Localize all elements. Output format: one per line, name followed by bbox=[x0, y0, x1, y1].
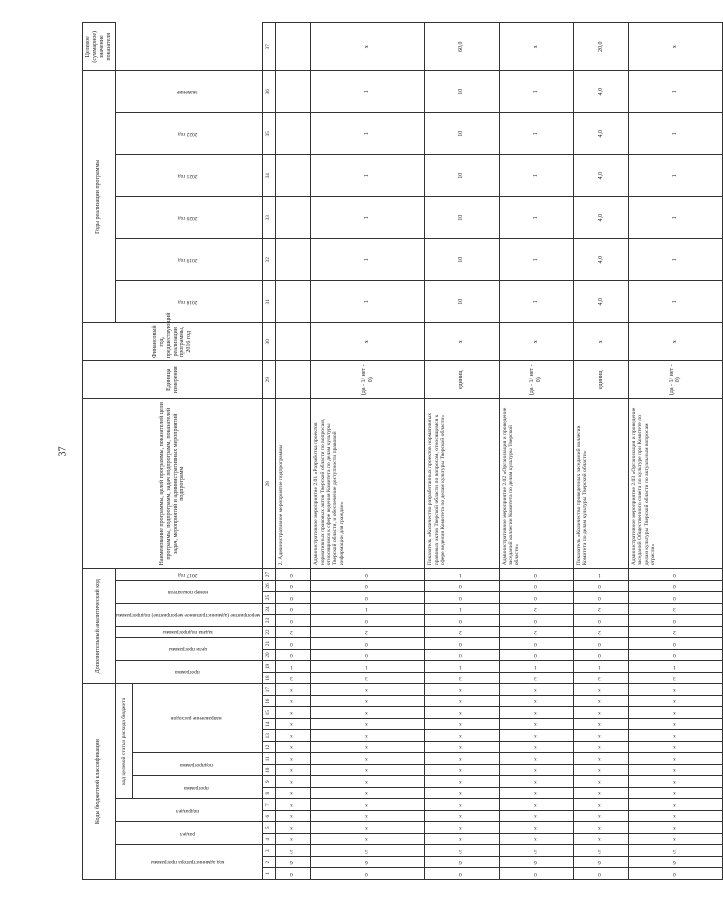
header-year-3: 2019 год bbox=[115, 239, 263, 281]
code-digit-cell: х bbox=[311, 811, 425, 823]
code-digit-cell: х bbox=[499, 822, 573, 834]
code-digit-cell: х bbox=[499, 707, 573, 719]
header-year-6: 2022 год bbox=[115, 113, 263, 155]
year-value-cell: 4,0 bbox=[574, 71, 629, 113]
column-number: 2 bbox=[263, 857, 276, 869]
unit-cell: (да - 1/ нет - 0) bbox=[628, 361, 722, 399]
code-digit-cell: 6 bbox=[499, 857, 573, 869]
year-value-cell: 1 bbox=[311, 71, 425, 113]
column-number: 6 bbox=[263, 811, 276, 823]
code-digit-cell: х bbox=[574, 730, 629, 742]
code-digit-cell: х bbox=[425, 730, 499, 742]
code-digit-cell: 5 bbox=[311, 845, 425, 857]
year-value-cell: 1 bbox=[499, 239, 573, 281]
code-digit-cell: 0 bbox=[628, 615, 722, 627]
code-digit-cell: 0 bbox=[499, 569, 573, 581]
header-year-4: 2020 год bbox=[115, 197, 263, 239]
year-value-cell: 1 bbox=[499, 71, 573, 113]
column-number: 28 bbox=[263, 399, 276, 569]
header-name: Наименование программы, целей программы, показателей цели программы, подпрограмм, задач подпрограмм, показателей задач, мероприятий и административных мероприятий подпрограмм bbox=[83, 399, 263, 569]
code-digit-cell: 1 bbox=[425, 569, 499, 581]
header-podrazdel: подраздел bbox=[115, 799, 263, 822]
year-value-cell: 4,0 bbox=[574, 155, 629, 197]
code-digit-cell: х bbox=[276, 719, 311, 731]
code-digit-cell: 0 bbox=[499, 615, 573, 627]
code-digit-cell: 0 bbox=[425, 615, 499, 627]
code-digit-cell: х bbox=[311, 730, 425, 742]
code-digit-cell: х bbox=[574, 822, 629, 834]
code-digit-cell: х bbox=[276, 684, 311, 696]
table-row bbox=[574, 23, 629, 880]
code-digit-cell: 3 bbox=[499, 672, 573, 684]
code-digit-cell: 0 bbox=[499, 638, 573, 650]
code-digit-cell: 0 bbox=[574, 615, 629, 627]
column-number: 33 bbox=[263, 197, 276, 239]
code-digit-cell: х bbox=[628, 730, 722, 742]
code-digit-cell: 0 bbox=[276, 615, 311, 627]
code-digit-cell: 0 bbox=[311, 580, 425, 592]
code-digit-cell: 0 bbox=[276, 592, 311, 604]
table-row bbox=[628, 23, 722, 880]
target-value-cell: х bbox=[628, 23, 722, 71]
column-number: 26 bbox=[263, 580, 276, 592]
year-value-cell: 1 bbox=[311, 197, 425, 239]
code-digit-cell: х bbox=[276, 799, 311, 811]
code-digit-cell: х bbox=[628, 742, 722, 754]
code-digit-cell: х bbox=[276, 730, 311, 742]
code-digit-cell: х bbox=[628, 753, 722, 765]
column-number: 17 bbox=[263, 684, 276, 696]
code-digit-cell: 0 bbox=[628, 592, 722, 604]
header-program-k: программа bbox=[133, 776, 263, 799]
row-name-cell: Административное мероприятие 2.01 «Разработка проектов нормативных правовых актов Тверской области по вопросам, относящимся к сфере ведения Комитета по делам культуры Тверской области, и обеспечение доступности правовой информации для граждан» bbox=[311, 399, 425, 569]
header-indicator: номер показателя bbox=[115, 580, 263, 603]
code-digit-cell: 0 bbox=[276, 580, 311, 592]
year-value-cell: 4,0 bbox=[574, 113, 629, 155]
year-value-cell: 1 bbox=[499, 197, 573, 239]
code-digit-cell: 1 bbox=[499, 661, 573, 673]
code-digit-cell: х bbox=[425, 822, 499, 834]
column-number: 22 bbox=[263, 626, 276, 638]
code-digit-cell: 5 bbox=[574, 845, 629, 857]
code-digit-cell: х bbox=[628, 776, 722, 788]
column-number: 19 bbox=[263, 661, 276, 673]
code-digit-cell: х bbox=[276, 822, 311, 834]
year-value-cell: 4,0 bbox=[574, 197, 629, 239]
code-digit-cell: 6 bbox=[311, 857, 425, 869]
unit-cell: единиц bbox=[425, 361, 499, 399]
header-razdel: раздел bbox=[115, 822, 263, 845]
code-digit-cell: 0 bbox=[311, 868, 425, 880]
code-digit-cell: х bbox=[311, 822, 425, 834]
header-event: мероприятие (административное мероприятие) подпрограммы bbox=[115, 603, 263, 626]
header-target-value: значение bbox=[115, 71, 263, 113]
year-value-cell bbox=[276, 113, 311, 155]
year-value-cell bbox=[276, 281, 311, 323]
column-number: 24 bbox=[263, 603, 276, 615]
column-number: 3 bbox=[263, 845, 276, 857]
header-podprogram-k: подпрограмма bbox=[133, 753, 263, 776]
code-digit-cell: х bbox=[276, 834, 311, 846]
code-digit-cell: 2 bbox=[574, 603, 629, 615]
page-number: 37 bbox=[57, 446, 69, 457]
fin-year-cell: х bbox=[499, 323, 573, 361]
code-digit-cell: 0 bbox=[311, 569, 425, 581]
target-value-cell: х bbox=[499, 23, 573, 71]
fin-year-cell: х bbox=[628, 323, 722, 361]
code-digit-cell: х bbox=[311, 765, 425, 777]
header-target-top: Целевое (суммарное) значение показателя bbox=[83, 23, 116, 71]
column-number: 30 bbox=[263, 323, 276, 361]
code-digit-cell: х bbox=[499, 742, 573, 754]
unit-cell: (да - 1/ нет - 0) bbox=[311, 361, 425, 399]
code-digit-cell: 0 bbox=[311, 592, 425, 604]
unit-cell bbox=[276, 361, 311, 399]
column-number: 25 bbox=[263, 592, 276, 604]
code-digit-cell: х bbox=[574, 707, 629, 719]
column-number: 13 bbox=[263, 730, 276, 742]
code-digit-cell: 1 bbox=[574, 569, 629, 581]
column-number: 15 bbox=[263, 707, 276, 719]
code-digit-cell: х bbox=[628, 834, 722, 846]
code-digit-cell: 0 bbox=[628, 868, 722, 880]
code-digit-cell: 0 bbox=[574, 868, 629, 880]
column-number: 27 bbox=[263, 569, 276, 581]
code-digit-cell: 2 bbox=[311, 626, 425, 638]
code-digit-cell: 0 bbox=[628, 638, 722, 650]
code-digit-cell: х bbox=[574, 834, 629, 846]
row-name-cell: Административное мероприятие 2.03 «Организация и проведение заседаний Общественного совета по культуре при Комитете по делам культуры Тверской области по актуальным вопросам отрасли» bbox=[628, 399, 722, 569]
program-table-sheet bbox=[82, 30, 682, 880]
code-digit-cell: 2 bbox=[499, 626, 573, 638]
year-value-cell bbox=[276, 239, 311, 281]
unit-cell: единиц bbox=[574, 361, 629, 399]
year-value-cell: 1 bbox=[311, 281, 425, 323]
code-digit-cell: 0 bbox=[574, 638, 629, 650]
code-digit-cell: 0 bbox=[499, 592, 573, 604]
table-row bbox=[499, 23, 573, 880]
year-value-cell bbox=[276, 197, 311, 239]
header-program-a: программа bbox=[115, 661, 263, 684]
code-digit-cell: х bbox=[425, 753, 499, 765]
year-value-cell: 1 bbox=[311, 155, 425, 197]
column-number: 34 bbox=[263, 155, 276, 197]
code-digit-cell: 2 bbox=[574, 626, 629, 638]
code-digit-cell: х bbox=[628, 719, 722, 731]
header-analytic-code: Дополнительный аналитический код bbox=[83, 569, 116, 684]
code-digit-cell: 0 bbox=[311, 615, 425, 627]
table-row bbox=[276, 23, 311, 880]
code-digit-cell: х bbox=[499, 765, 573, 777]
code-digit-cell: х bbox=[628, 696, 722, 708]
code-digit-cell: х bbox=[276, 776, 311, 788]
code-digit-cell: х bbox=[499, 834, 573, 846]
code-digit-cell: 1 bbox=[311, 661, 425, 673]
header-goal: цели программы bbox=[115, 638, 263, 661]
code-digit-cell: х bbox=[628, 788, 722, 800]
code-digit-cell: х bbox=[311, 799, 425, 811]
code-digit-cell: х bbox=[628, 799, 722, 811]
column-number: 32 bbox=[263, 239, 276, 281]
code-digit-cell: 0 bbox=[574, 592, 629, 604]
code-digit-cell: 0 bbox=[276, 638, 311, 650]
code-digit-cell: 2 bbox=[499, 603, 573, 615]
header-year-1: 2017 год bbox=[115, 569, 263, 581]
code-digit-cell: х bbox=[425, 684, 499, 696]
column-number: 11 bbox=[263, 753, 276, 765]
code-digit-cell: х bbox=[628, 811, 722, 823]
column-number: 16 bbox=[263, 696, 276, 708]
code-digit-cell: 0 bbox=[425, 580, 499, 592]
fin-year-cell bbox=[276, 323, 311, 361]
code-digit-cell: х bbox=[499, 788, 573, 800]
code-digit-cell: х bbox=[276, 696, 311, 708]
column-number-row bbox=[263, 23, 276, 880]
code-digit-cell: 0 bbox=[276, 603, 311, 615]
year-value-cell: 1 bbox=[499, 113, 573, 155]
code-digit-cell: х bbox=[499, 776, 573, 788]
code-digit-cell: х bbox=[276, 788, 311, 800]
code-digit-cell: х bbox=[574, 776, 629, 788]
code-digit-cell: х bbox=[574, 696, 629, 708]
code-digit-cell: 5 bbox=[276, 845, 311, 857]
code-digit-cell: 6 bbox=[574, 857, 629, 869]
code-digit-cell: 1 bbox=[311, 603, 425, 615]
code-digit-cell: х bbox=[311, 834, 425, 846]
code-digit-cell: х bbox=[311, 696, 425, 708]
code-digit-cell: 3 bbox=[276, 672, 311, 684]
code-digit-cell: х bbox=[628, 765, 722, 777]
year-value-cell bbox=[276, 71, 311, 113]
year-value-cell: 4,0 bbox=[574, 239, 629, 281]
code-digit-cell: 0 bbox=[276, 649, 311, 661]
code-digit-cell: 6 bbox=[276, 857, 311, 869]
column-number: 21 bbox=[263, 638, 276, 650]
code-digit-cell: х bbox=[574, 811, 629, 823]
year-value-cell: 1 bbox=[311, 113, 425, 155]
code-digit-cell: х bbox=[574, 765, 629, 777]
code-digit-cell: 0 bbox=[499, 649, 573, 661]
code-digit-cell: х bbox=[628, 684, 722, 696]
code-digit-cell: х bbox=[276, 765, 311, 777]
code-digit-cell: х bbox=[276, 742, 311, 754]
code-digit-cell: х bbox=[574, 719, 629, 731]
fin-year-cell: х bbox=[574, 323, 629, 361]
code-digit-cell: 0 bbox=[628, 649, 722, 661]
code-digit-cell: х bbox=[499, 753, 573, 765]
year-value-cell: 1 bbox=[311, 239, 425, 281]
code-digit-cell: х bbox=[574, 684, 629, 696]
header-task: задача подпрограммы bbox=[115, 626, 263, 638]
year-value-cell: 1 bbox=[628, 197, 722, 239]
code-digit-cell: х bbox=[425, 765, 499, 777]
target-value-cell: 20,0 bbox=[574, 23, 629, 71]
table-body bbox=[276, 23, 723, 880]
code-digit-cell: 2 bbox=[628, 626, 722, 638]
code-digit-cell: х bbox=[276, 753, 311, 765]
column-number: 4 bbox=[263, 834, 276, 846]
code-digit-cell: х bbox=[311, 788, 425, 800]
column-number: 10 bbox=[263, 765, 276, 777]
year-value-cell: 10 bbox=[425, 281, 499, 323]
year-value-cell: 10 bbox=[425, 71, 499, 113]
header-budget-classification: Коды бюджетной классификации bbox=[83, 684, 116, 880]
header-unit: Единица измерения bbox=[83, 361, 263, 399]
year-value-cell: 1 bbox=[628, 71, 722, 113]
target-value-cell bbox=[276, 23, 311, 71]
code-digit-cell: х bbox=[311, 776, 425, 788]
code-digit-cell: х bbox=[425, 834, 499, 846]
year-value-cell: 1 bbox=[628, 239, 722, 281]
code-digit-cell: 0 bbox=[499, 868, 573, 880]
row-name-cell: Административное мероприятие 2.02 «Организация и проведение заседаний коллегии Комитета по делам культуры Тверской области» bbox=[499, 399, 573, 569]
code-digit-cell: х bbox=[574, 799, 629, 811]
column-number: 20 bbox=[263, 649, 276, 661]
code-digit-cell: 2 bbox=[425, 626, 499, 638]
code-digit-cell: 5 bbox=[499, 845, 573, 857]
code-digit-cell: х bbox=[499, 684, 573, 696]
header-tsss: код целевой статьи расхода бюджета bbox=[115, 684, 133, 799]
header-year-2: 2018 год bbox=[115, 281, 263, 323]
code-digit-cell: х bbox=[425, 776, 499, 788]
column-number: 35 bbox=[263, 113, 276, 155]
column-number: 1 bbox=[263, 868, 276, 880]
header-years-group: Годы реализации программы bbox=[83, 71, 116, 323]
code-digit-cell: 0 bbox=[425, 592, 499, 604]
code-digit-cell: х bbox=[574, 788, 629, 800]
year-value-cell: 10 bbox=[425, 197, 499, 239]
code-digit-cell: 0 bbox=[425, 649, 499, 661]
code-digit-cell: 1 bbox=[425, 603, 499, 615]
header-row-1 bbox=[83, 23, 116, 880]
code-digit-cell: х bbox=[425, 811, 499, 823]
code-digit-cell: х bbox=[311, 707, 425, 719]
row-name-cell: Показатель «Количество разработанных проектов нормативных правовых актов Тверской области по вопросам, относящимся к сфере ведения Комитета по делам культуры Тверской области» bbox=[425, 399, 499, 569]
year-value-cell: 10 bbox=[425, 113, 499, 155]
code-digit-cell: х bbox=[499, 719, 573, 731]
code-digit-cell: х bbox=[425, 696, 499, 708]
code-digit-cell: х bbox=[499, 799, 573, 811]
column-number: 9 bbox=[263, 776, 276, 788]
code-digit-cell: х bbox=[425, 742, 499, 754]
year-value-cell: 1 bbox=[628, 281, 722, 323]
code-digit-cell: 1 bbox=[276, 661, 311, 673]
column-number: 36 bbox=[263, 71, 276, 113]
code-digit-cell: 0 bbox=[425, 868, 499, 880]
fin-year-cell: х bbox=[311, 323, 425, 361]
target-value-cell: х bbox=[311, 23, 425, 71]
code-digit-cell: 0 bbox=[276, 569, 311, 581]
column-number: 12 bbox=[263, 742, 276, 754]
row-name-cell: Показатель «Количество проведенных заседаний коллегии Комитета по делам культуры Тверской области» bbox=[574, 399, 629, 569]
code-digit-cell: 6 bbox=[628, 857, 722, 869]
code-digit-cell: х bbox=[311, 742, 425, 754]
column-number: 37 bbox=[263, 23, 276, 71]
unit-cell: (да - 1/ нет - 0) bbox=[499, 361, 573, 399]
code-digit-cell: 3 bbox=[628, 672, 722, 684]
code-digit-cell: х bbox=[499, 811, 573, 823]
column-number: 23 bbox=[263, 615, 276, 627]
code-digit-cell: х bbox=[425, 799, 499, 811]
year-value-cell: 1 bbox=[628, 155, 722, 197]
program-table bbox=[82, 22, 723, 880]
year-value-cell: 4,0 bbox=[574, 281, 629, 323]
column-number: 14 bbox=[263, 719, 276, 731]
column-number: 5 bbox=[263, 822, 276, 834]
year-value-cell: 10 bbox=[425, 239, 499, 281]
code-digit-cell: х bbox=[499, 696, 573, 708]
code-digit-cell: 0 bbox=[425, 638, 499, 650]
row-name-cell: 2. Административное мероприятие подпрограммы bbox=[276, 399, 311, 569]
code-digit-cell: 6 bbox=[425, 857, 499, 869]
code-digit-cell: х bbox=[574, 753, 629, 765]
code-digit-cell: 2 bbox=[276, 626, 311, 638]
column-number: 29 bbox=[263, 361, 276, 399]
header-direction: направление расходов bbox=[133, 684, 263, 753]
code-digit-cell: 1 bbox=[628, 661, 722, 673]
code-digit-cell: 0 bbox=[628, 569, 722, 581]
code-digit-cell: х bbox=[628, 822, 722, 834]
code-digit-cell: 0 bbox=[574, 649, 629, 661]
target-value-cell: 60,0 bbox=[425, 23, 499, 71]
code-digit-cell: 5 bbox=[425, 845, 499, 857]
code-digit-cell: х bbox=[276, 707, 311, 719]
code-digit-cell: 3 bbox=[311, 672, 425, 684]
header-admin-code: код администратора программы bbox=[115, 845, 263, 880]
code-digit-cell: 1 bbox=[574, 661, 629, 673]
column-number: 31 bbox=[263, 281, 276, 323]
code-digit-cell: 0 bbox=[499, 580, 573, 592]
code-digit-cell: 3 bbox=[574, 672, 629, 684]
year-value-cell: 10 bbox=[425, 155, 499, 197]
code-digit-cell: х bbox=[311, 753, 425, 765]
code-digit-cell: х bbox=[276, 811, 311, 823]
table-row bbox=[311, 23, 425, 880]
column-number: 18 bbox=[263, 672, 276, 684]
code-digit-cell: 0 bbox=[574, 580, 629, 592]
code-digit-cell: х bbox=[499, 730, 573, 742]
column-number: 8 bbox=[263, 788, 276, 800]
code-digit-cell: 5 bbox=[628, 845, 722, 857]
year-value-cell: 1 bbox=[499, 155, 573, 197]
year-value-cell: 1 bbox=[628, 113, 722, 155]
header-fin-year: Финансовый год, предшествующий реализации программы, 2016 год bbox=[83, 323, 263, 361]
code-digit-cell: х bbox=[574, 742, 629, 754]
code-digit-cell: 3 bbox=[425, 672, 499, 684]
code-digit-cell: х bbox=[425, 707, 499, 719]
year-value-cell bbox=[276, 155, 311, 197]
code-digit-cell: х bbox=[311, 684, 425, 696]
column-number: 7 bbox=[263, 799, 276, 811]
code-digit-cell: 0 bbox=[628, 580, 722, 592]
header-year-5: 2021 год bbox=[115, 155, 263, 197]
code-digit-cell: 1 bbox=[425, 661, 499, 673]
code-digit-cell: 0 bbox=[276, 868, 311, 880]
code-digit-cell: х bbox=[628, 707, 722, 719]
code-digit-cell: х bbox=[425, 719, 499, 731]
table-row bbox=[425, 23, 499, 880]
code-digit-cell: 3 bbox=[628, 603, 722, 615]
year-value-cell: 1 bbox=[499, 281, 573, 323]
code-digit-cell: 0 bbox=[311, 649, 425, 661]
fin-year-cell: х bbox=[425, 323, 499, 361]
code-digit-cell: х bbox=[311, 719, 425, 731]
code-digit-cell: х bbox=[425, 788, 499, 800]
code-digit-cell: 0 bbox=[311, 638, 425, 650]
